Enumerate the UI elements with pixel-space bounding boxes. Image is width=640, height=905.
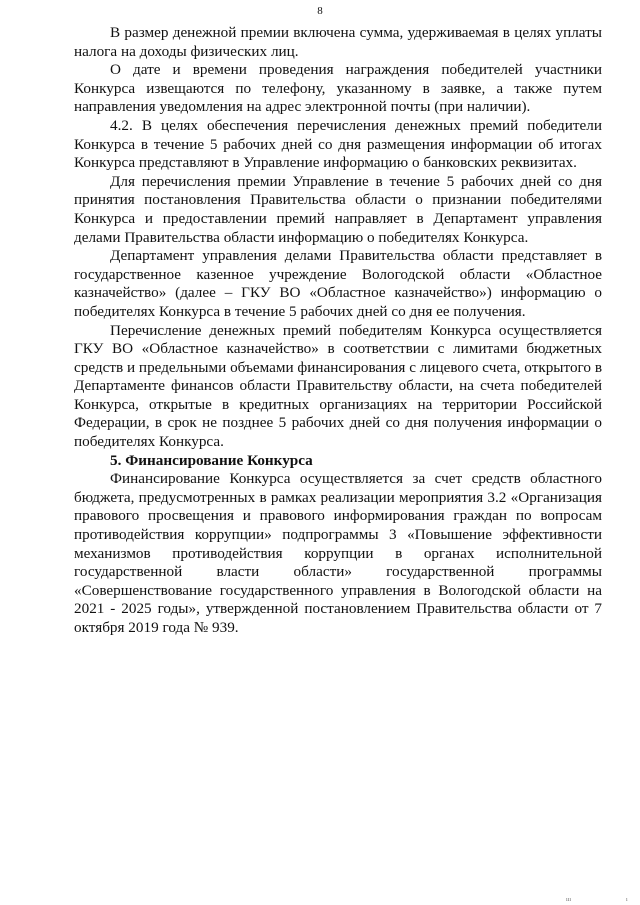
paragraph-payment-transfer: Перечисление денежных премий победителям Конкурса осуществляется ГКУ ВО «Областное казначейство» в соответствии с лимитами бюджетных средств и предельными объемами финансирования с лицевого счета, открытого в Департаменте финансов области Правительству области, на счета победителей Конкурса, открытые в кредитных организациях на территории Российской Федерации, в срок не позднее 5 рабочих дней со дня получения информации о победителях Конкурса. (74, 321, 602, 451)
scan-mark-left: ııı (566, 897, 572, 903)
section-heading: 5. Финансирование Конкурса (110, 451, 313, 469)
scan-mark-right: ı (626, 897, 628, 903)
paragraph-premium-tax: В размер денежной премии включена сумма, удерживаемая в целях уплаты налога на доходы физических лиц. (74, 24, 602, 60)
document-body (74, 24, 602, 638)
paragraph-financing: Финансирование Конкурса осуществляется за счет средств областного бюджета, предусмотренных в рамках реализации мероприятия 3.2 «Организация правового просвещения и правового информирования граждан по вопросам противодействия коррупции» подпрограммы 3 «Повышение эффективности механизмов противодействия коррупции в органах исполнительной государственной власти области» государственной программы «Совершенствование государственного управления в Вологодской области на 2021 - 2025 годы», утвержденной постановлением Правительства области от 7 октября 2019 года № 939. (74, 470, 602, 636)
paragraph-4-2-bank-details: 4.2. В целях обеспечения перечисления денежных премий победители Конкурса в течение 5 рабочих дней со дня размещения информации об итогах Конкурса представляют в Управление информацию о банковских реквизитах. (74, 116, 602, 172)
page-number: 8 (317, 5, 323, 17)
paragraph-transfer-order: Для перечисления премии Управление в течение 5 рабочих дней со дня принятия постановления Правительства области о признании победителями Конкурса и предоставлении премий направляет в Департамент управления делами Правительства области информацию о победителях Конкурса. (74, 172, 602, 246)
paragraph-department-treasury: Департамент управления делами Правительства области представляет в государственное казенное учреждение Вологодской области «Областное казначейство» (далее – ГКУ ВО «Областное казначейство») информацию о победителях Конкурса в течение 5 рабочих дней со дня ее получения. (74, 247, 602, 320)
paragraph-award-notice: О дате и времени проведения награждения победителей участники Конкурса извещаются по телефону, указанному в заявке, а также путем направления уведомления на адрес электронной почты (при наличии). (74, 61, 602, 116)
